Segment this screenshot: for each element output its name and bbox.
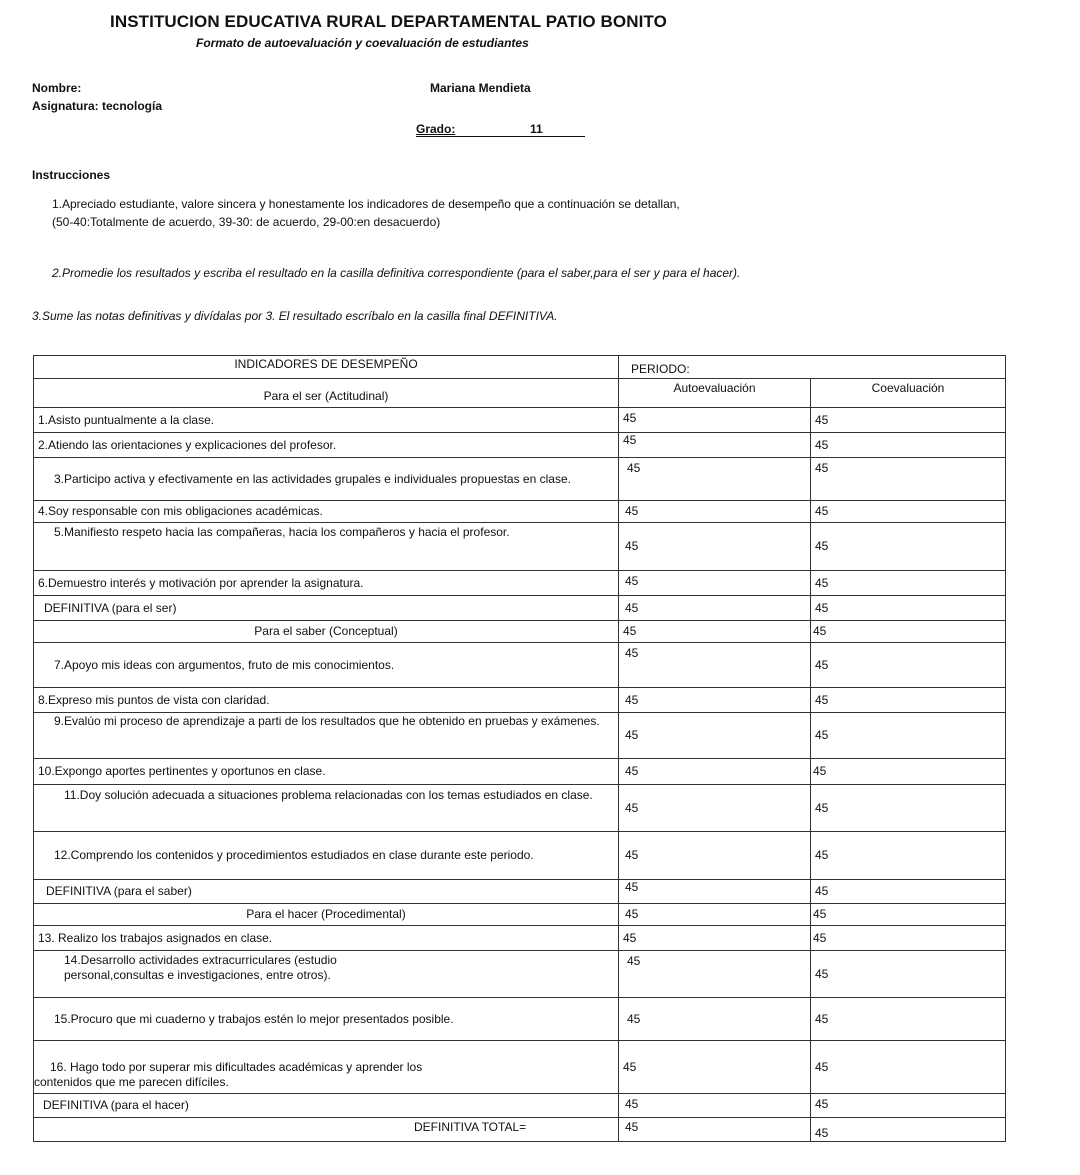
table-row [34, 926, 1006, 951]
indicator-text: 12.Comprendo los contenidos y procedimientos estudiados en clase durante este periodo. [34, 832, 619, 880]
header-autoevaluacion: Autoevaluación [619, 379, 811, 408]
coe-score[interactable]: 45 [811, 785, 1006, 832]
coe-score[interactable]: 45 [811, 832, 1006, 880]
grade-label: Grado: [416, 122, 456, 136]
coe-score[interactable]: 45 [811, 596, 1006, 621]
table-row [34, 713, 1006, 759]
coe-score[interactable]: 45 [811, 926, 1006, 951]
instruction-3: 3.Sume las notas definitivas y divídalas por 3. El resultado escríbalo en la casilla final DEFINITIVA. [32, 309, 558, 323]
header-coevaluacion: Coevaluación [811, 379, 1006, 408]
table-subheader-row [34, 379, 1006, 408]
grade-field [416, 122, 585, 137]
coe-score[interactable]: 45 [811, 951, 1006, 998]
table-row [34, 951, 1006, 998]
auto-score[interactable]: 45 [619, 904, 811, 926]
definitiva-total-label: DEFINITIVA TOTAL= [34, 1118, 619, 1142]
auto-score[interactable]: 45 [619, 643, 811, 688]
definitiva-ser-label: DEFINITIVA (para el ser) [34, 596, 619, 621]
definitiva-total-row [34, 1118, 1006, 1142]
definitiva-hacer-label: DEFINITIVA (para el hacer) [34, 1094, 619, 1118]
indicator-text: 5.Manifiesto respeto hacia las compañeras, hacia los compañeros y hacia el profesor. [34, 523, 619, 571]
coe-score[interactable]: 45 [811, 998, 1006, 1041]
definitiva-saber-label: DEFINITIVA (para el saber) [34, 880, 619, 904]
auto-score[interactable]: 45 [619, 998, 811, 1041]
table-row [34, 501, 1006, 523]
indicator-text: 10.Expongo aportes pertinentes y oportunos en clase. [34, 759, 619, 785]
coe-score[interactable]: 45 [811, 880, 1006, 904]
indicator-text: 8.Expreso mis puntos de vista con claridad. [34, 688, 619, 713]
name-value: Mariana Mendieta [430, 81, 531, 95]
indicator-text: 6.Demuestro interés y motivación por aprender la asignatura. [34, 571, 619, 596]
auto-score[interactable]: 45 [619, 832, 811, 880]
table-row [34, 408, 1006, 433]
table-row [34, 1041, 1006, 1094]
coe-score[interactable]: 45 [811, 904, 1006, 926]
indicator-text: 14.Desarrollo actividades extracurriculares (estudio personal,consultas e investigaciones, entre otros). [34, 951, 619, 998]
subject-label: Asignatura: tecnología [32, 99, 163, 113]
coe-score[interactable]: 45 [811, 523, 1006, 571]
header-indicadores: INDICADORES DE DESEMPEÑO [34, 356, 619, 379]
instruction-1-line-2: (50-40:Totalmente de acuerdo, 39-30: de acuerdo, 29-00:en desacuerdo) [52, 215, 441, 229]
coe-score[interactable]: 45 [811, 1041, 1006, 1094]
indicator-text: 9.Evalúo mi proceso de aprendizaje a parti de los resultados que he obtenido en pruebas y exámenes. [34, 713, 619, 759]
auto-score[interactable]: 45 [619, 458, 811, 501]
section-ser-title: Para el ser (Actitudinal) [34, 379, 619, 408]
coe-score[interactable]: 45 [811, 458, 1006, 501]
table-row [34, 571, 1006, 596]
table-row [34, 458, 1006, 501]
instruction-1-line-1: 1.Apreciado estudiante, valore sincera y honestamente los indicadores de desempeño que a continuación se detallan, [52, 197, 680, 211]
coe-score[interactable]: 45 [811, 621, 1006, 643]
auto-score[interactable]: 45 [619, 408, 811, 433]
auto-score[interactable]: 45 [619, 1118, 811, 1142]
table-row [34, 832, 1006, 880]
auto-score[interactable]: 45 [619, 571, 811, 596]
coe-score[interactable]: 45 [811, 571, 1006, 596]
instructions-heading: Instrucciones [32, 168, 111, 182]
coe-score[interactable]: 45 [811, 433, 1006, 458]
auto-score[interactable]: 45 [619, 785, 811, 832]
table-row [34, 643, 1006, 688]
auto-score[interactable]: 45 [619, 596, 811, 621]
section-hacer-title: Para el hacer (Procedimental) [34, 904, 619, 926]
auto-score[interactable]: 45 [619, 759, 811, 785]
section-hacer-row [34, 904, 1006, 926]
auto-score[interactable]: 45 [619, 621, 811, 643]
evaluation-table [33, 355, 1006, 1142]
definitiva-ser-row [34, 596, 1006, 621]
indicator-text: 15.Procuro que mi cuaderno y trabajos estén lo mejor presentados posible. [34, 998, 619, 1041]
auto-score[interactable]: 45 [619, 1041, 811, 1094]
table-header-row [34, 356, 1006, 379]
indicator-text: 7.Apoyo mis ideas con argumentos, fruto de mis conocimientos. [34, 643, 619, 688]
coe-score[interactable]: 45 [811, 1118, 1006, 1142]
coe-score[interactable]: 45 [811, 759, 1006, 785]
auto-score[interactable]: 45 [619, 501, 811, 523]
indicator-text: 4.Soy responsable con mis obligaciones académicas. [34, 501, 619, 523]
auto-score[interactable]: 45 [619, 523, 811, 571]
form-subtitle: Formato de autoevaluación y coevaluación de estudiantes [196, 36, 529, 50]
coe-score[interactable]: 45 [811, 713, 1006, 759]
table-row [34, 688, 1006, 713]
indicator-text: 16. Hago todo por superar mis dificultades académicas y aprender los contenidos que me parecen difíciles. [34, 1041, 619, 1094]
definitiva-hacer-row [34, 1094, 1006, 1118]
coe-score[interactable]: 45 [811, 408, 1006, 433]
auto-score[interactable]: 45 [619, 433, 811, 458]
section-saber-row [34, 621, 1006, 643]
indicator-text: 13. Realizo los trabajos asignados en clase. [34, 926, 619, 951]
auto-score[interactable]: 45 [619, 713, 811, 759]
name-label: Nombre: [32, 81, 82, 95]
coe-score[interactable]: 45 [811, 1094, 1006, 1118]
section-saber-title: Para el saber (Conceptual) [34, 621, 619, 643]
coe-score[interactable]: 45 [811, 643, 1006, 688]
indicator-text: 3.Participo activa y efectivamente en las actividades grupales e individuales propuestas en clase. [34, 458, 619, 501]
institution-title: INSTITUCION EDUCATIVA RURAL DEPARTAMENTAL PATIO BONITO [110, 12, 667, 31]
indicator-text: 1.Asisto puntualmente a la clase. [34, 408, 619, 433]
auto-score[interactable]: 45 [619, 951, 811, 998]
coe-score[interactable]: 45 [811, 688, 1006, 713]
table-row [34, 785, 1006, 832]
auto-score[interactable]: 45 [619, 926, 811, 951]
definitiva-saber-row [34, 880, 1006, 904]
auto-score[interactable]: 45 [619, 880, 811, 904]
indicator-text: 2.Atiendo las orientaciones y explicaciones del profesor. [34, 433, 619, 458]
grade-value: 11 [530, 122, 543, 136]
coe-score[interactable]: 45 [811, 501, 1006, 523]
auto-score[interactable]: 45 [619, 688, 811, 713]
table-row [34, 523, 1006, 571]
auto-score[interactable]: 45 [619, 1094, 811, 1118]
table-row [34, 998, 1006, 1041]
instruction-2: 2.Promedie los resultados y escriba el resultado en la casilla definitiva correspondiente (para el saber,para el ser y para el hacer). [52, 266, 741, 280]
header-periodo: PERIODO: [619, 356, 1006, 379]
table-row [34, 433, 1006, 458]
indicator-text: 11.Doy solución adecuada a situaciones problema relacionadas con los temas estudiados en clase. [34, 785, 619, 832]
table-row [34, 759, 1006, 785]
